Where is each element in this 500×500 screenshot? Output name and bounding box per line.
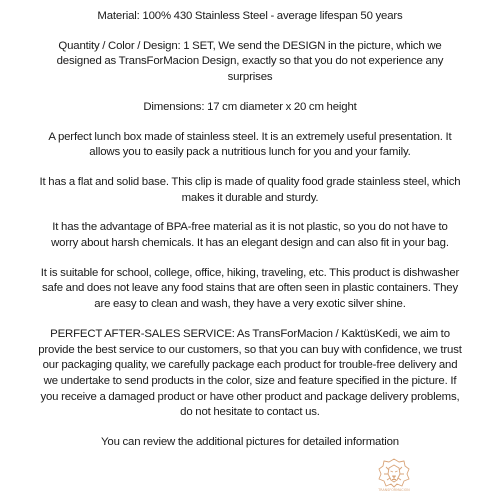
brand-logo-text: TRANSFORMACION <box>378 488 410 492</box>
material-text: Material: 100% 430 Stainless Steel - average lifespan 50 years <box>97 10 403 22</box>
dimensions-text: Dimensions: 17 cm diameter x 20 cm height <box>143 100 357 113</box>
lunch-box-description: A perfect lunch box made of stainless steel. It is an extremely useful presentation. It allows you to easily pack a nutritious lunch for you and your family. <box>48 130 452 159</box>
usage-description: It is suitable for school, college, office, hiking, traveling, etc. This product is dishwasher safe and does not leave any food stains that are often seen in plastic containers. They are easy to clean and wash, they have a very exotic silver shine. <box>40 266 460 311</box>
quantity-text: Quantity / Color / Design: 1 SET, We send the DESIGN in the picture, which we designed as TransForMacion Design, exactly so that you do not experience any surprises <box>56 39 444 84</box>
brand-logo <box>376 457 412 497</box>
additional-pictures-note: You can review the additional pictures for detailed information <box>101 436 399 449</box>
bpa-free-description: It has the advantage of BPA-free material as it is not plastic, so you do not have to worry about harsh chemicals. It has an elegant design and can also fit in your bag. <box>51 221 449 250</box>
after-sales-service-text: PERFECT AFTER-SALES SERVICE: As TransForMacion / KaktüsKedi, we aim to provide the best service to our customers, so that you can buy with confidence, we trust our packaging quality, we carefully package each product for trouble-free delivery and we undertake to send products in the color, size and feature specified in the picture. If you receive a damaged product or have other product and package delivery problems, do not hesitate to contact us. <box>38 327 462 419</box>
base-description: It has a flat and solid base. This clip is made of quality food grade stainless steel, which makes it durable and sturdy. <box>39 175 461 204</box>
lion-head-logo-icon <box>376 457 412 488</box>
